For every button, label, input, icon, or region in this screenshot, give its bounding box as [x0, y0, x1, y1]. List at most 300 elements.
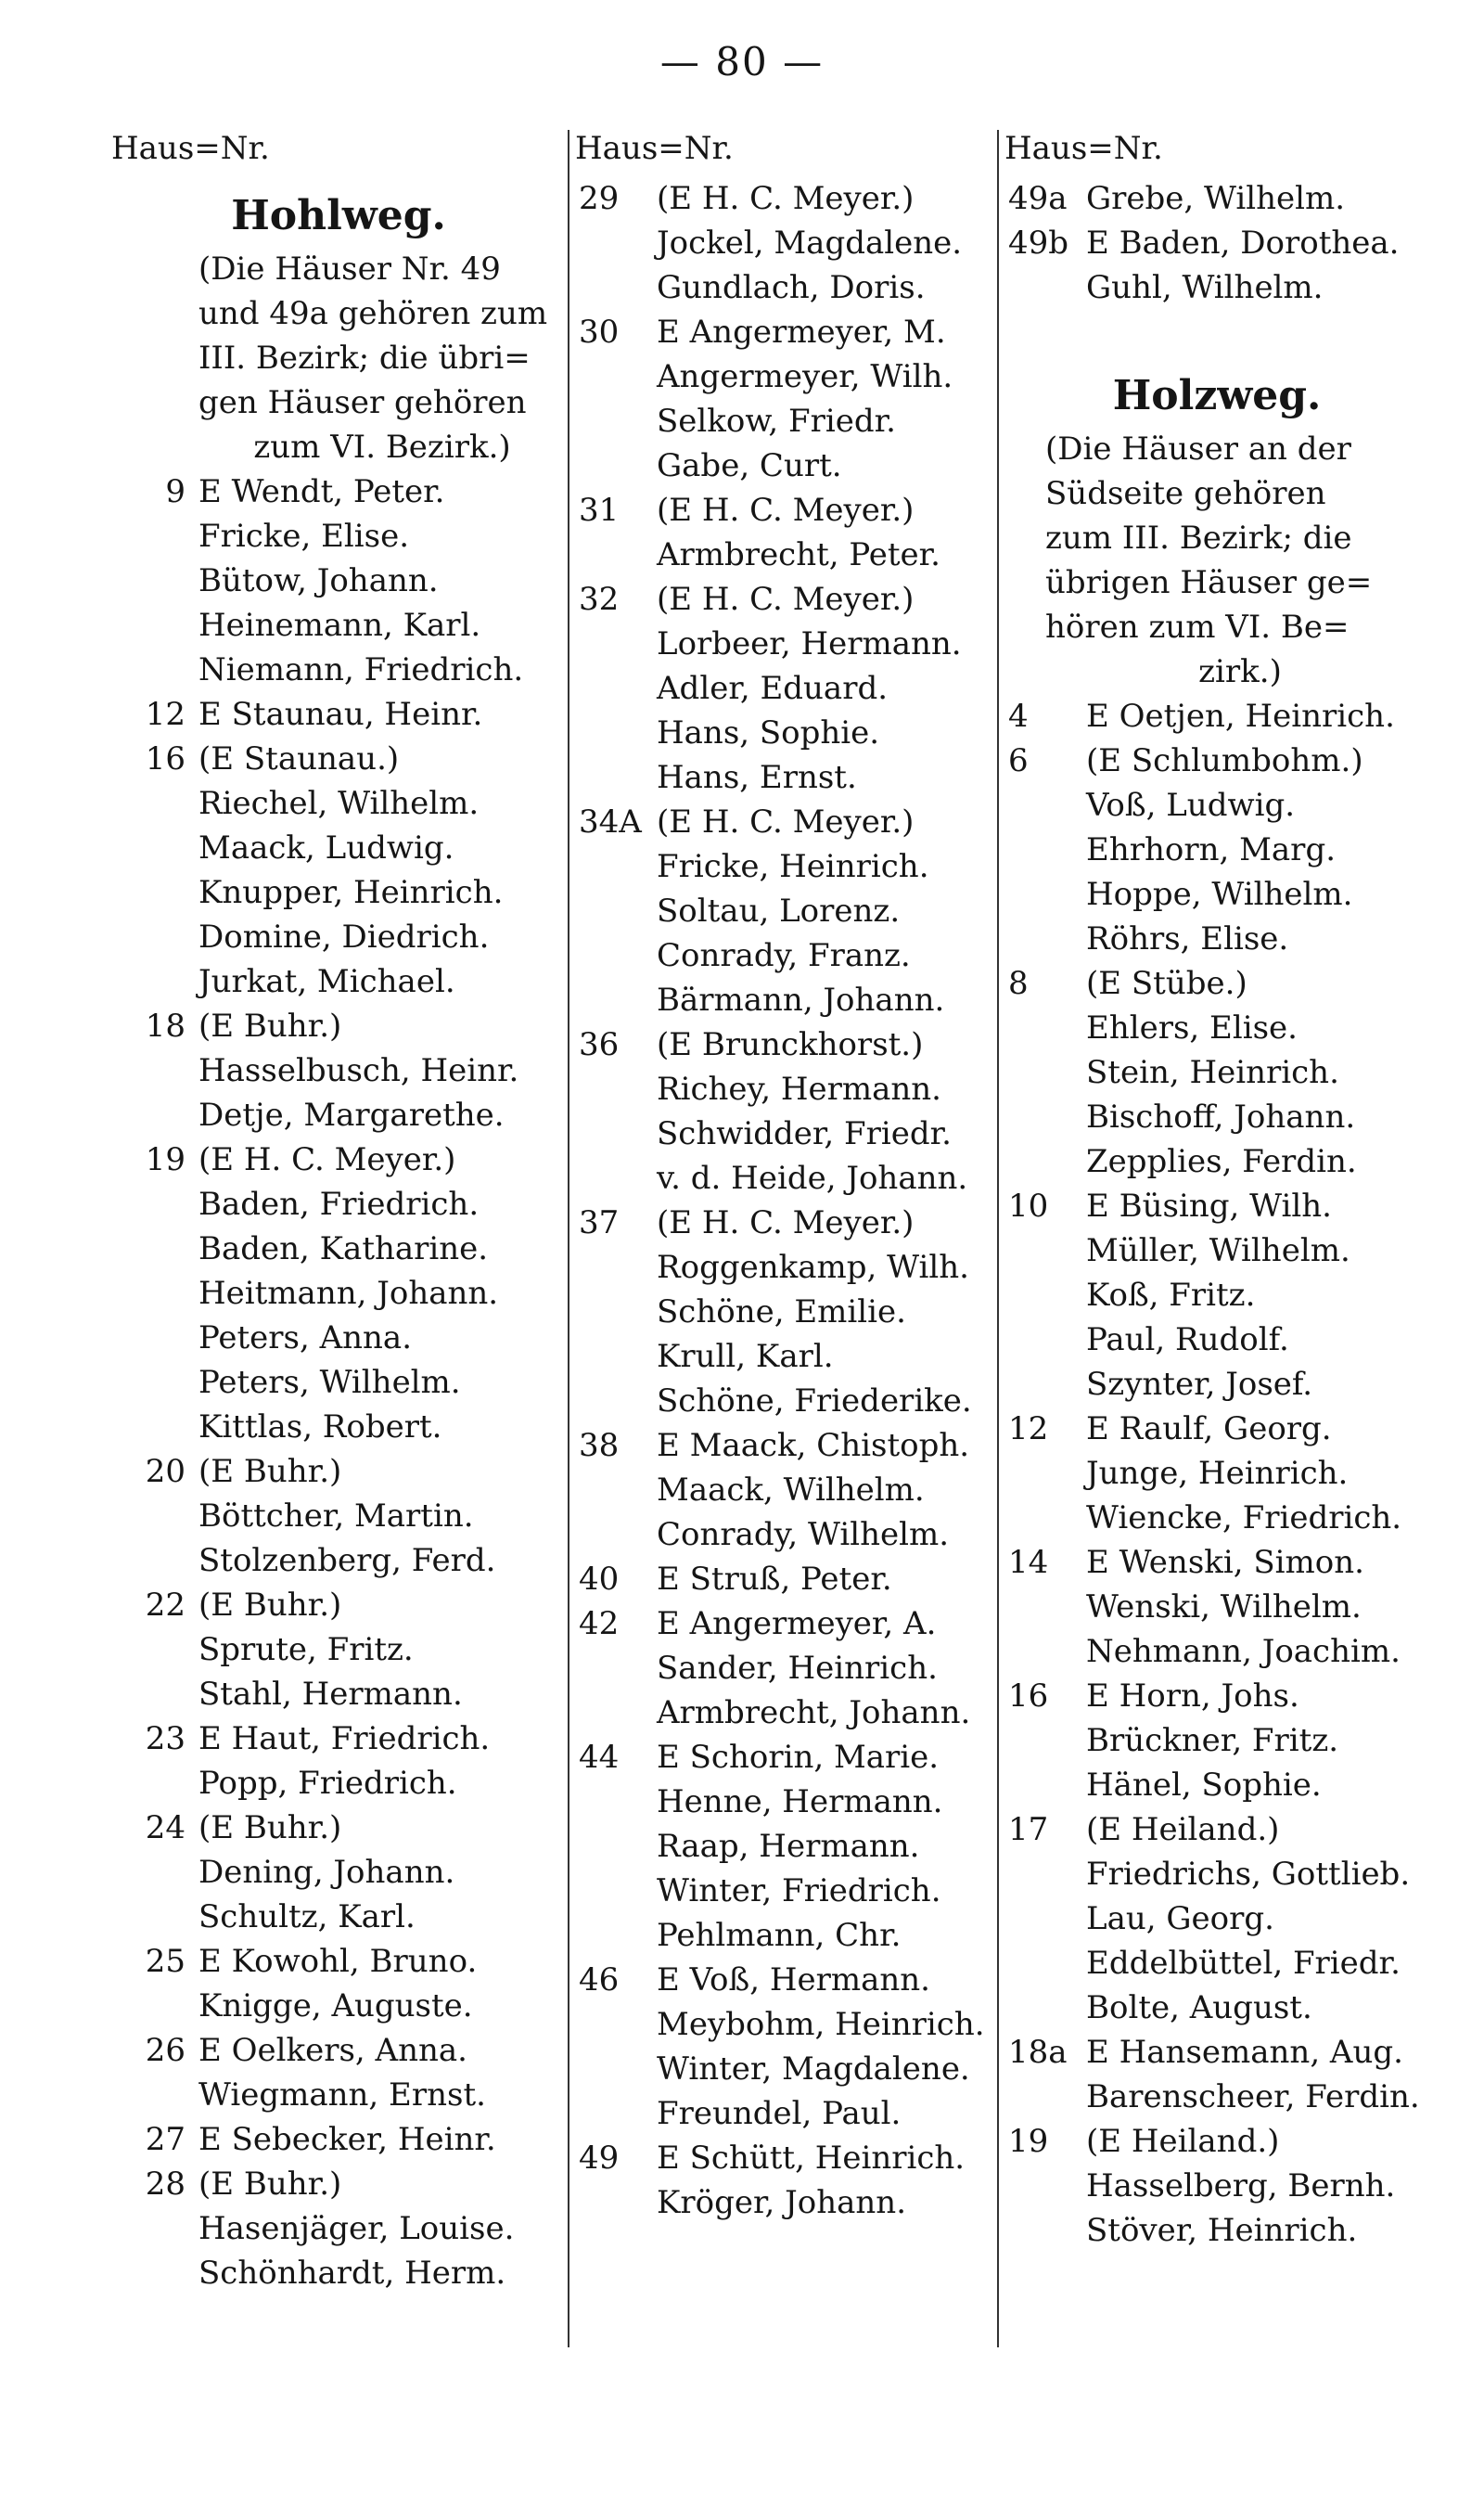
resident-name: E Oelkers, Anna.	[198, 2032, 467, 2069]
resident-name: (E Buhr.)	[198, 1587, 342, 1624]
house-number: 12	[1008, 1410, 1049, 1447]
list-item	[569, 488, 996, 533]
resident-name: Sprute, Fritz.	[198, 1631, 414, 1668]
house-number	[569, 1869, 657, 1913]
house-number	[569, 443, 657, 488]
list-item	[111, 2028, 566, 2073]
resident-name: Raap, Hermann.	[657, 1828, 920, 1865]
list-item	[569, 2136, 996, 2180]
list-item	[999, 1629, 1435, 1674]
resident-name: Fricke, Heinrich.	[657, 848, 929, 885]
house-number: 27	[145, 2121, 186, 2158]
resident-name: Gabe, Curt.	[657, 447, 842, 484]
list-item	[569, 755, 996, 800]
resident-name: Ehlers, Elise.	[1086, 1009, 1298, 1047]
page-number: — 80 —	[659, 39, 825, 84]
note-line: übrigen Häuser ge=	[1045, 564, 1373, 601]
list-item	[569, 2180, 996, 2225]
list-item	[111, 2162, 566, 2206]
house-number	[569, 2047, 657, 2091]
list-item	[111, 514, 566, 559]
house-number	[569, 2180, 657, 2225]
house-number: 23	[145, 1720, 186, 1757]
list-item	[111, 1716, 566, 1761]
list-item	[999, 2119, 1435, 2164]
list-item	[999, 1451, 1435, 1496]
resident-name: E Oetjen, Heinrich.	[1086, 698, 1395, 735]
list-item	[111, 1538, 566, 1583]
list-item	[999, 1050, 1435, 1095]
list-item	[111, 1227, 566, 1271]
resident-name: Conrady, Franz.	[657, 937, 911, 974]
list-item	[569, 1690, 996, 1735]
resident-name: E Horn, Johs.	[1086, 1677, 1299, 1715]
list-item	[569, 666, 996, 711]
house-number	[569, 755, 657, 800]
list-item	[111, 1761, 566, 1806]
house-number: 16	[1008, 1677, 1049, 1715]
list-item	[999, 961, 1435, 1006]
resident-name: (E Stübe.)	[1086, 965, 1247, 1002]
list-item	[569, 1112, 996, 1156]
list-item	[999, 2075, 1435, 2119]
house-number	[569, 666, 657, 711]
house-number	[111, 2251, 198, 2295]
resident-name: E Raulf, Georg.	[1086, 1410, 1332, 1447]
house-number	[111, 1850, 198, 1895]
house-number	[999, 1718, 1086, 1763]
house-number	[111, 781, 198, 826]
resident-name: Knupper, Heinrich.	[198, 874, 504, 911]
resident-name: E Büsing, Wilh.	[1086, 1188, 1332, 1225]
resident-name: Wiegmann, Ernst.	[198, 2076, 486, 2114]
house-number	[999, 828, 1086, 872]
column-2	[568, 130, 996, 2347]
resident-name: Gundlach, Doris.	[657, 269, 926, 306]
list-item	[569, 2002, 996, 2047]
house-number	[569, 1156, 657, 1201]
resident-name: Zepplies, Ferdin.	[1086, 1143, 1357, 1180]
house-number	[569, 1780, 657, 1824]
resident-name: Brückner, Fritz.	[1086, 1722, 1339, 1759]
list-item	[111, 1627, 566, 1672]
house-number: 10	[1008, 1188, 1049, 1225]
resident-list	[111, 469, 566, 2295]
list-item	[999, 1852, 1435, 1896]
list-item	[569, 443, 996, 488]
house-number: 49a	[1008, 180, 1068, 217]
resident-name: Wenski, Wilhelm.	[1086, 1588, 1362, 1626]
house-number	[999, 2164, 1086, 2208]
list-item	[569, 1156, 996, 1201]
house-number	[569, 221, 657, 265]
house-number	[111, 826, 198, 870]
list-item	[999, 1407, 1435, 1451]
resident-name: Maack, Ludwig.	[198, 829, 454, 867]
list-item	[569, 1869, 996, 1913]
house-number	[569, 933, 657, 978]
house-number	[569, 844, 657, 889]
resident-name: E Struß, Peter.	[657, 1561, 892, 1598]
resident-name: Popp, Friedrich.	[198, 1765, 457, 1802]
resident-name: Henne, Hermann.	[657, 1783, 943, 1820]
house-number	[569, 399, 657, 443]
list-item	[111, 959, 566, 1004]
street-note	[111, 247, 566, 469]
house-number	[111, 915, 198, 959]
resident-name: Pehlmann, Chr.	[657, 1917, 902, 1954]
house-number	[569, 1468, 657, 1512]
house-number	[999, 1139, 1086, 1184]
house-number: 31	[579, 492, 620, 529]
list-item	[999, 1006, 1435, 1050]
list-item	[111, 1984, 566, 2028]
note-line: Südseite gehören	[1045, 475, 1326, 512]
list-item	[569, 310, 996, 354]
house-number: 32	[579, 581, 620, 618]
resident-name: E Angermeyer, M.	[657, 314, 946, 351]
house-number: 30	[579, 314, 620, 351]
house-number	[999, 1585, 1086, 1629]
resident-name: Grebe, Wilhelm.	[1086, 180, 1346, 217]
list-item	[569, 1245, 996, 1290]
resident-name: (E H. C. Meyer.)	[657, 581, 915, 618]
resident-name: Lorbeer, Hermann.	[657, 625, 962, 662]
resident-name: E Schorin, Marie.	[657, 1739, 940, 1776]
list-item	[111, 692, 566, 737]
street-title-hohlweg: Hohlweg.	[231, 192, 446, 239]
list-item	[569, 1334, 996, 1379]
street-note	[999, 427, 1435, 694]
list-item	[111, 2206, 566, 2251]
list-item	[569, 533, 996, 577]
resident-name: Kröger, Johann.	[657, 2184, 907, 2221]
resident-name: Stahl, Hermann.	[198, 1676, 463, 1713]
resident-name: Soltau, Lorenz.	[657, 893, 901, 930]
list-item	[111, 2073, 566, 2117]
resident-name: Selkow, Friedr.	[657, 403, 896, 440]
resident-name: Jockel, Magdalene.	[657, 225, 963, 262]
list-item	[569, 1468, 996, 1512]
list-item	[999, 1807, 1435, 1852]
list-item	[999, 783, 1435, 828]
resident-name: E Wenski, Simon.	[1086, 1544, 1364, 1581]
resident-name: Schönhardt, Herm.	[198, 2255, 506, 2292]
house-number	[569, 1112, 657, 1156]
house-number: 38	[579, 1427, 620, 1464]
resident-name: Schultz, Karl.	[198, 1898, 416, 1935]
resident-name: Conrady, Wilhelm.	[657, 1516, 950, 1553]
house-number	[569, 1067, 657, 1112]
house-number: 22	[145, 1587, 186, 1624]
list-item	[111, 1360, 566, 1405]
resident-list	[999, 694, 1435, 2253]
resident-name: (E Heiland.)	[1086, 1811, 1280, 1848]
resident-name: Meybohm, Heinrich.	[657, 2006, 985, 2043]
list-item	[111, 1672, 566, 1716]
house-number	[111, 1316, 198, 1360]
house-number	[569, 1290, 657, 1334]
resident-name: Hans, Sophie.	[657, 714, 880, 752]
list-item	[569, 1735, 996, 1780]
list-item	[999, 1273, 1435, 1317]
resident-name: Junge, Heinrich.	[1086, 1455, 1349, 1492]
house-number: 17	[1008, 1811, 1049, 1848]
list-item	[999, 1674, 1435, 1718]
house-number: 19	[145, 1141, 186, 1178]
list-item	[569, 2091, 996, 2136]
house-number	[111, 2206, 198, 2251]
house-number: 20	[145, 1453, 186, 1490]
list-item	[999, 1540, 1435, 1585]
list-item	[999, 1317, 1435, 1362]
house-number: 44	[579, 1739, 620, 1776]
note-line: und 49a gehören zum	[198, 295, 548, 332]
list-item	[569, 978, 996, 1022]
list-item	[111, 1093, 566, 1137]
list-item	[111, 1806, 566, 1850]
resident-name: E Schütt, Heinrich.	[657, 2140, 966, 2177]
list-item	[111, 915, 566, 959]
list-item	[999, 1941, 1435, 1986]
resident-name: Angermeyer, Wilh.	[657, 358, 953, 395]
resident-name: E Maack, Chistoph.	[657, 1427, 970, 1464]
list-item	[569, 889, 996, 933]
house-number	[111, 1405, 198, 1449]
house-number: 37	[579, 1204, 620, 1241]
list-item	[999, 1095, 1435, 1139]
resident-name: E Baden, Dorothea.	[1086, 225, 1400, 262]
resident-name: Schöne, Emilie.	[657, 1293, 906, 1330]
list-item	[111, 1449, 566, 1494]
note-line: (Die Häuser Nr. 49	[198, 251, 501, 288]
house-number: 16	[145, 740, 186, 778]
resident-name: Richey, Hermann.	[657, 1071, 941, 1108]
resident-name: Armbrecht, Johann.	[657, 1694, 971, 1731]
list-item	[999, 1184, 1435, 1228]
resident-name: Niemann, Friedrich.	[198, 651, 524, 688]
resident-list	[569, 176, 996, 2225]
resident-name: (E Staunau.)	[198, 740, 400, 778]
house-number: 9	[165, 473, 186, 510]
house-number: 4	[1008, 698, 1029, 735]
note-line: zum III. Bezirk; die	[1045, 520, 1352, 557]
list-item	[999, 1585, 1435, 1629]
house-number	[999, 1050, 1086, 1095]
list-item	[111, 1182, 566, 1227]
resident-name: Kittlas, Robert.	[198, 1408, 442, 1446]
house-number	[111, 1538, 198, 1583]
house-number	[999, 872, 1086, 917]
house-number: 19	[1008, 2123, 1049, 2160]
resident-name: Schwidder, Friedr.	[657, 1115, 952, 1152]
note-line: hören zum VI. Be=	[1045, 609, 1350, 646]
list-item	[569, 622, 996, 666]
house-number	[111, 1093, 198, 1137]
resident-name: Barenscheer, Ferdin.	[1086, 2078, 1420, 2115]
resident-name: (E Buhr.)	[198, 1809, 342, 1846]
house-number	[111, 1048, 198, 1093]
house-number: 18a	[1008, 2034, 1068, 2071]
resident-name: E Angermeyer, A.	[657, 1605, 937, 1642]
list-item	[111, 781, 566, 826]
house-number: 8	[1008, 965, 1029, 1002]
list-item	[999, 1763, 1435, 1807]
house-number	[569, 1646, 657, 1690]
house-number	[111, 2073, 198, 2117]
house-number	[569, 1245, 657, 1290]
house-number	[999, 1451, 1086, 1496]
house-number: 42	[579, 1605, 620, 1642]
list-item	[111, 1895, 566, 1939]
house-number	[111, 959, 198, 1004]
resident-name: Heitmann, Johann.	[198, 1275, 499, 1312]
house-number	[111, 1227, 198, 1271]
resident-name: Koß, Fritz.	[1086, 1277, 1256, 1314]
list-item	[111, 1850, 566, 1895]
resident-name: (E H. C. Meyer.)	[198, 1141, 456, 1178]
resident-name: Hoppe, Wilhelm.	[1086, 876, 1353, 913]
house-number	[111, 870, 198, 915]
resident-name: Stein, Heinrich.	[1086, 1054, 1339, 1091]
house-number	[999, 1362, 1086, 1407]
house-number: 49b	[1008, 225, 1069, 262]
resident-name: Paul, Rudolf.	[1086, 1321, 1289, 1358]
resident-list	[999, 176, 1435, 310]
list-item	[569, 1601, 996, 1646]
house-number	[999, 1986, 1086, 2030]
list-item	[569, 1646, 996, 1690]
house-number	[569, 622, 657, 666]
house-number	[111, 1182, 198, 1227]
house-number	[111, 1494, 198, 1538]
house-number: 34A	[579, 803, 642, 841]
list-item	[111, 1405, 566, 1449]
resident-name: Wiencke, Friedrich.	[1086, 1499, 1402, 1536]
list-item	[569, 2047, 996, 2091]
house-number: 46	[579, 1961, 620, 1998]
list-item	[999, 221, 1435, 265]
note-line: III. Bezirk; die übri=	[198, 340, 531, 377]
list-item	[569, 577, 996, 622]
house-number	[569, 1512, 657, 1557]
list-item	[111, 1494, 566, 1538]
column-3	[997, 130, 1435, 2347]
list-item	[569, 1423, 996, 1468]
list-item	[569, 800, 996, 844]
list-item	[999, 176, 1435, 221]
house-number	[999, 1273, 1086, 1317]
house-number	[999, 1317, 1086, 1362]
list-item	[999, 1896, 1435, 1941]
list-item	[999, 917, 1435, 961]
resident-name: (E Buhr.)	[198, 1453, 342, 1490]
list-item	[111, 1137, 566, 1182]
house-number: 28	[145, 2166, 186, 2203]
list-item	[111, 870, 566, 915]
house-number	[999, 1941, 1086, 1986]
list-item	[569, 1379, 996, 1423]
list-item	[999, 1986, 1435, 2030]
house-number	[999, 1896, 1086, 1941]
list-item	[111, 1048, 566, 1093]
resident-name: E Kowohl, Bruno.	[198, 1943, 478, 1980]
house-number: 29	[579, 180, 620, 217]
resident-name: Maack, Wilhelm.	[657, 1472, 925, 1509]
resident-name: Freundel, Paul.	[657, 2095, 902, 2132]
resident-name: Hasenjäger, Louise.	[198, 2210, 515, 2247]
list-item	[569, 1290, 996, 1334]
house-number	[999, 1629, 1086, 1674]
list-item	[569, 354, 996, 399]
house-number: 6	[1008, 742, 1029, 779]
resident-name: Stolzenberg, Ferd.	[198, 1542, 496, 1579]
house-number	[999, 1228, 1086, 1273]
list-item	[111, 2251, 566, 2295]
house-number	[999, 2208, 1086, 2253]
house-number	[111, 1895, 198, 1939]
house-number: 14	[1008, 1544, 1049, 1581]
house-number: 12	[145, 696, 186, 733]
resident-name: Peters, Wilhelm.	[198, 1364, 461, 1401]
resident-name: (E Buhr.)	[198, 1008, 342, 1045]
resident-name: Heinemann, Karl.	[198, 607, 481, 644]
list-item	[999, 1139, 1435, 1184]
resident-name: Schöne, Friederike.	[657, 1382, 972, 1420]
resident-name: Fricke, Elise.	[198, 518, 410, 555]
list-item	[569, 221, 996, 265]
house-number	[999, 1095, 1086, 1139]
list-item	[111, 737, 566, 781]
list-item	[111, 1004, 566, 1048]
note-line: gen Häuser gehören	[198, 384, 527, 421]
resident-name: E Sebecker, Heinr.	[198, 2121, 496, 2158]
house-number	[111, 1672, 198, 1716]
list-item	[111, 2117, 566, 2162]
resident-name: (E H. C. Meyer.)	[657, 180, 915, 217]
resident-name: Guhl, Wilhelm.	[1086, 269, 1324, 306]
house-number	[999, 265, 1086, 310]
house-number	[999, 1496, 1086, 1540]
list-item	[999, 1362, 1435, 1407]
list-item	[569, 399, 996, 443]
list-item	[111, 826, 566, 870]
house-number	[569, 889, 657, 933]
resident-name: Hasselbusch, Heinr.	[198, 1052, 519, 1089]
house-number: 49	[579, 2140, 620, 2177]
resident-name: Friedrichs, Gottlieb.	[1086, 1856, 1411, 1893]
resident-name: Eddelbüttel, Friedr.	[1086, 1945, 1401, 1982]
list-item	[569, 1067, 996, 1112]
street-title-holzweg: Holzweg.	[1112, 372, 1322, 419]
house-number	[569, 711, 657, 755]
list-item	[111, 648, 566, 692]
resident-name: Roggenkamp, Wilh.	[657, 1249, 969, 1286]
resident-name: Riechel, Wilhelm.	[198, 785, 480, 822]
resident-name: (E Heiland.)	[1086, 2123, 1280, 2160]
list-item	[569, 1913, 996, 1958]
column-1	[111, 130, 566, 2295]
resident-name: Krull, Karl.	[657, 1338, 834, 1375]
resident-name: Bütow, Johann.	[198, 562, 439, 599]
house-number	[569, 1824, 657, 1869]
resident-name: Dening, Johann.	[198, 1854, 455, 1891]
resident-name: Röhrs, Elise.	[1086, 920, 1289, 957]
house-number	[569, 1379, 657, 1423]
house-number	[569, 978, 657, 1022]
resident-name: Böttcher, Martin.	[198, 1497, 474, 1535]
list-item	[569, 265, 996, 310]
